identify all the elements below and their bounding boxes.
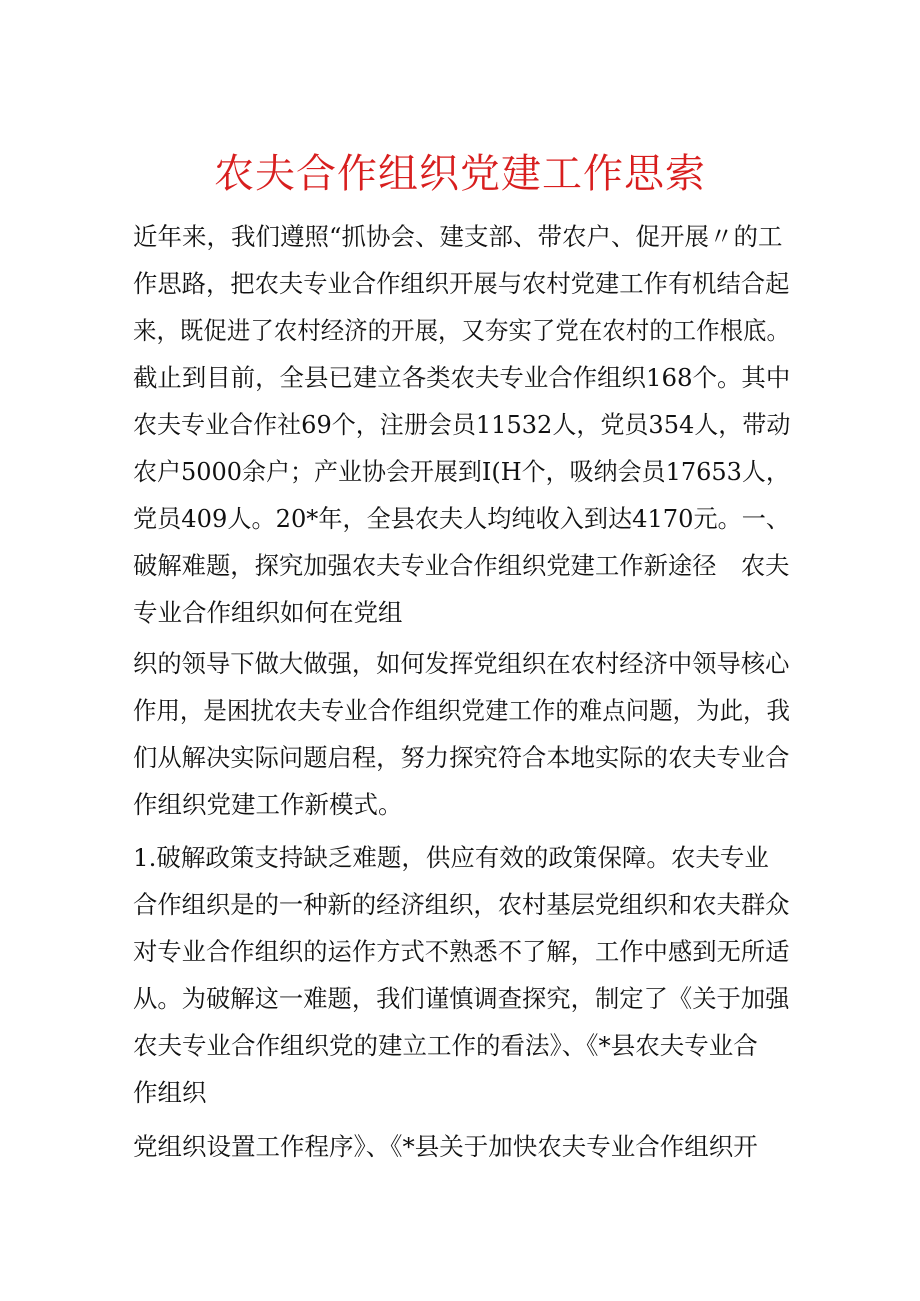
- paragraph-line-18: 农夫专业合作组织党的建立工作的看法》、《*县农夫专业合: [133, 1031, 758, 1060]
- paragraph-line-5: 农夫专业合作社69个，注册会员11532人，党员354人，带动: [133, 410, 791, 439]
- paragraph-line-8: 破解难题，探究加强农夫专业合作组织党建工作新途径 农夫: [133, 551, 790, 580]
- paragraph-line-12: 们从解决实际问题启程，努力探究符合本地实际的农夫专业合: [133, 743, 790, 772]
- paragraph-line-9: 专业合作组织如何在党组: [133, 598, 403, 627]
- paragraph-line-15: 合作组织是的一种新的经济组织，农村基层党组织和农夫群众: [133, 890, 790, 919]
- paragraph-line-20: 党组织设置工作程序》、《*县关于加快农夫专业合作组织开: [133, 1132, 758, 1161]
- paragraph-line-19: 作组织: [133, 1078, 207, 1107]
- paragraph-line-3: 来，既促进了农村经济的开展，又夯实了党在农村的工作根底。: [133, 316, 790, 345]
- paragraph-line-1: 近年来，我们遵照“抓协会、建支部、带农户、促开展〃的工: [133, 222, 783, 251]
- paragraph-line-6: 农户5000余户；产业协会开展到I(H个，吸纳会员17653人，: [133, 457, 790, 486]
- paragraph-line-2: 作思路，把农夫专业合作组织开展与农村党建工作有机结合起: [133, 269, 790, 298]
- document-title: 农夫合作组织党建工作思索: [214, 151, 706, 197]
- paragraph-line-10: 织的领导下做大做强，如何发挥党组织在农村经济中领导核心: [133, 649, 790, 678]
- paragraph-line-13: 作组织党建工作新模式。: [133, 790, 403, 819]
- paragraph-line-4: 截止到目前，全县已建立各类农夫专业合作组织168个。其中: [133, 363, 791, 392]
- paragraph-line-16: 对专业合作组织的运作方式不熟悉不了解，工作中感到无所适: [133, 937, 790, 966]
- paragraph-line-14: 1.破解政策支持缺乏难题，供应有效的政策保障。农夫专业: [133, 843, 769, 872]
- paragraph-line-11: 作用，是困扰农夫专业合作组织党建工作的难点问题，为此，我: [133, 696, 790, 725]
- paragraph-line-17: 从。为破解这一难题，我们谨慎调查探究，制定了《关于加强: [133, 984, 790, 1013]
- paragraph-line-7: 党员409人。20*年，全县农夫人均纯收入到达4170元。一、: [133, 504, 791, 533]
